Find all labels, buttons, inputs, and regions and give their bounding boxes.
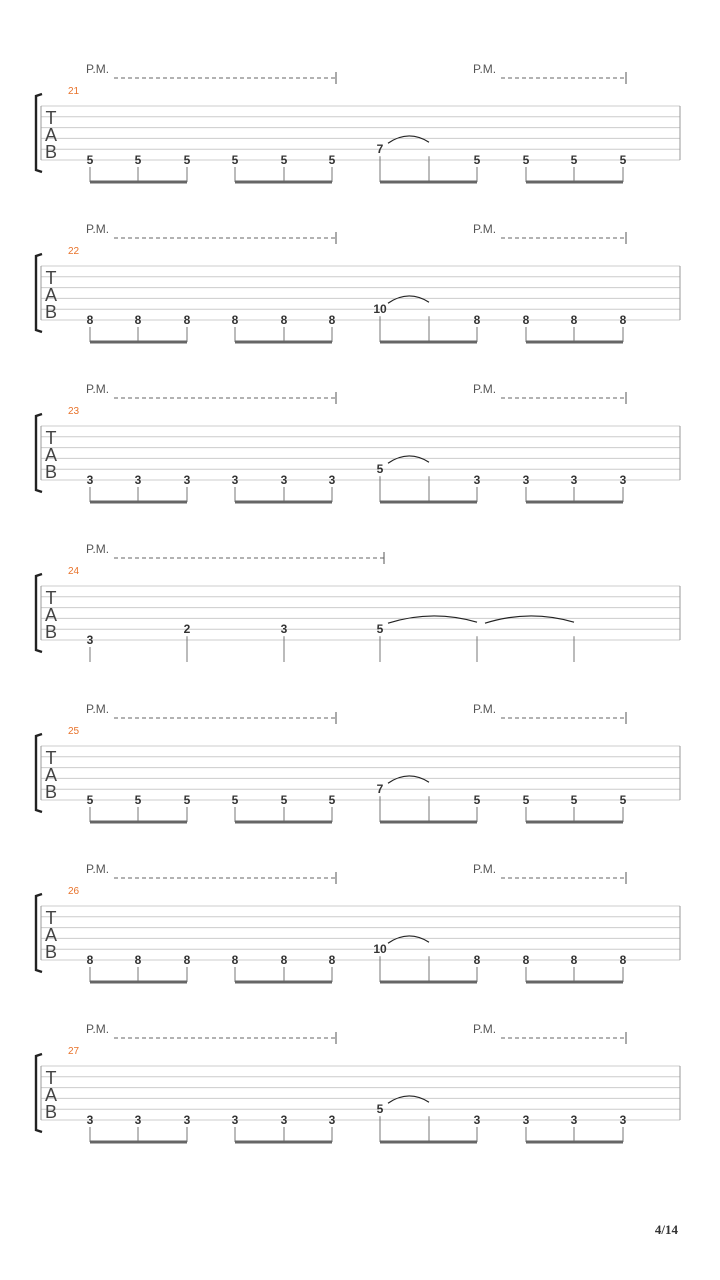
tab-system-21 — [36, 62, 680, 182]
tab-letter-a: A — [44, 605, 58, 625]
palm-mute-marker — [86, 382, 336, 404]
tab-letter-b: B — [44, 462, 58, 482]
tab-note — [571, 793, 578, 822]
tab-note — [523, 153, 530, 182]
tab-letter-b: B — [44, 302, 58, 322]
palm-mute-label: P.M. — [86, 382, 110, 396]
fret-number: 5 — [619, 793, 627, 807]
tab-note — [377, 622, 384, 662]
fret-number: 3 — [231, 1113, 239, 1127]
tab-note — [281, 793, 288, 822]
palm-mute-label: P.M. — [473, 382, 497, 396]
tab-system-24 — [36, 542, 680, 662]
tab-note — [329, 313, 336, 342]
fret-number: 3 — [134, 473, 142, 487]
fret-number: 5 — [522, 153, 530, 167]
tab-note — [135, 1113, 142, 1142]
fret-number: 5 — [376, 622, 384, 637]
fret-number: 5 — [473, 793, 481, 807]
tab-note — [620, 953, 627, 982]
tab-letter-t: T — [45, 908, 57, 928]
tab-letter-b: B — [44, 622, 58, 642]
palm-mute-label: P.M. — [86, 862, 110, 876]
tab-note — [620, 473, 627, 502]
tie-arc — [388, 616, 477, 623]
tab-system-27 — [36, 1022, 680, 1142]
fret-number: 3 — [86, 633, 94, 647]
fret-number: 5 — [473, 153, 481, 167]
palm-mute-marker — [86, 702, 336, 724]
tab-note — [87, 953, 94, 982]
fret-number: 3 — [86, 1113, 94, 1127]
tab-note — [184, 473, 191, 502]
fret-number: 8 — [522, 953, 530, 967]
fret-number: 5 — [328, 153, 336, 167]
tab-note — [87, 313, 94, 342]
tab-note — [232, 473, 239, 502]
tie-arc — [388, 136, 429, 143]
fret-number: 8 — [619, 313, 627, 327]
palm-mute-label: P.M. — [473, 702, 497, 716]
fret-number: 5 — [134, 153, 142, 167]
tab-note — [87, 1113, 94, 1142]
measure-number: 24 — [68, 566, 80, 577]
fret-number: 7 — [376, 142, 384, 157]
tab-note — [474, 1113, 481, 1142]
tab-note — [523, 1113, 530, 1142]
measure-number: 21 — [68, 86, 80, 97]
tab-letter-t: T — [45, 1068, 57, 1088]
tab-letter-t: T — [45, 428, 57, 448]
palm-mute-marker — [473, 382, 626, 404]
tab-note — [135, 793, 142, 822]
palm-mute-label: P.M. — [86, 702, 110, 716]
tab-note — [184, 622, 191, 662]
fret-number: 10 — [373, 302, 387, 317]
tab-system-23 — [36, 382, 680, 502]
tie-arc — [388, 936, 429, 943]
measure-number: 23 — [68, 406, 80, 417]
measure-number: 27 — [68, 1046, 80, 1057]
tab-note — [377, 142, 384, 182]
palm-mute-label: P.M. — [86, 542, 110, 556]
fret-number: 3 — [619, 1113, 627, 1127]
tab-note — [281, 622, 288, 662]
tie-arc — [388, 296, 429, 303]
tab-letter-b: B — [44, 942, 58, 962]
tab-note — [373, 942, 387, 982]
fret-number: 5 — [619, 153, 627, 167]
tab-note — [232, 1113, 239, 1142]
palm-mute-label: P.M. — [86, 222, 110, 236]
palm-mute-label: P.M. — [86, 62, 110, 76]
palm-mute-label: P.M. — [473, 62, 497, 76]
fret-number: 8 — [473, 953, 481, 967]
tab-note — [571, 953, 578, 982]
tab-note — [232, 313, 239, 342]
palm-mute-marker — [473, 222, 626, 244]
palm-mute-marker — [473, 1022, 626, 1044]
fret-number: 2 — [183, 622, 191, 637]
measure-number: 26 — [68, 886, 80, 897]
tab-note — [281, 953, 288, 982]
tab-letter-a: A — [44, 445, 58, 465]
tab-letter-b: B — [44, 1102, 58, 1122]
tab-note — [87, 153, 94, 182]
tab-note — [87, 633, 94, 662]
palm-mute-marker — [86, 62, 336, 84]
tab-letter-a: A — [44, 285, 58, 305]
fret-number: 8 — [134, 953, 142, 967]
tab-note — [281, 313, 288, 342]
palm-mute-marker — [86, 222, 336, 244]
fret-number: 5 — [86, 153, 94, 167]
tab-letter-t: T — [45, 268, 57, 288]
tab-note — [474, 313, 481, 342]
tab-letter-b: B — [44, 782, 58, 802]
tab-note — [571, 1113, 578, 1142]
measure-number: 25 — [68, 726, 80, 737]
palm-mute-marker — [86, 862, 336, 884]
fret-number: 8 — [328, 313, 336, 327]
fret-number: 5 — [280, 153, 288, 167]
tab-note — [281, 473, 288, 502]
fret-number: 7 — [376, 782, 384, 797]
palm-mute-label: P.M. — [473, 222, 497, 236]
tab-system-25 — [36, 702, 680, 822]
fret-number: 5 — [376, 462, 384, 477]
palm-mute-label: P.M. — [473, 1022, 497, 1036]
tab-note — [474, 953, 481, 982]
fret-number: 3 — [86, 473, 94, 487]
fret-number: 3 — [183, 1113, 191, 1127]
palm-mute-marker — [473, 62, 626, 84]
palm-mute-label: P.M. — [473, 862, 497, 876]
tab-note — [620, 313, 627, 342]
tab-note — [184, 1113, 191, 1142]
tab-note — [135, 473, 142, 502]
tab-note — [523, 953, 530, 982]
fret-number: 8 — [570, 313, 578, 327]
fret-number: 3 — [280, 1113, 288, 1127]
fret-number: 3 — [280, 622, 288, 637]
fret-number: 8 — [280, 953, 288, 967]
fret-number: 5 — [570, 153, 578, 167]
tab-note — [620, 793, 627, 822]
fret-number: 8 — [280, 313, 288, 327]
fret-number: 3 — [231, 473, 239, 487]
tab-system-22 — [36, 222, 680, 342]
fret-number: 3 — [473, 1113, 481, 1127]
fret-number: 5 — [134, 793, 142, 807]
tab-note — [620, 153, 627, 182]
tab-note — [571, 473, 578, 502]
fret-number: 8 — [570, 953, 578, 967]
fret-number: 3 — [328, 1113, 336, 1127]
fret-number: 5 — [86, 793, 94, 807]
fret-number: 8 — [134, 313, 142, 327]
tab-note — [377, 1102, 384, 1142]
measure-number: 22 — [68, 246, 80, 257]
fret-number: 8 — [86, 313, 94, 327]
tab-letter-a: A — [44, 1085, 58, 1105]
palm-mute-marker — [473, 702, 626, 724]
tab-note — [232, 793, 239, 822]
tab-letter-b: B — [44, 142, 58, 162]
fret-number: 5 — [183, 793, 191, 807]
tab-note — [184, 953, 191, 982]
fret-number: 10 — [373, 942, 387, 957]
tab-note — [329, 1113, 336, 1142]
tab-note — [232, 953, 239, 982]
palm-mute-marker — [86, 1022, 336, 1044]
tab-note — [281, 1113, 288, 1142]
tab-note — [377, 782, 384, 822]
fret-number: 5 — [522, 793, 530, 807]
fret-number: 5 — [231, 153, 239, 167]
tie-arc — [388, 1096, 429, 1103]
tab-note — [184, 313, 191, 342]
fret-number: 8 — [619, 953, 627, 967]
tab-note — [281, 153, 288, 182]
fret-number: 8 — [183, 953, 191, 967]
tie-arc — [388, 456, 429, 463]
tab-letter-a: A — [44, 125, 58, 145]
tab-note — [329, 473, 336, 502]
tab-note — [184, 793, 191, 822]
tab-note — [523, 473, 530, 502]
tab-letter-t: T — [45, 588, 57, 608]
fret-number: 8 — [231, 953, 239, 967]
fret-number: 3 — [522, 473, 530, 487]
fret-number: 8 — [473, 313, 481, 327]
tab-note — [135, 313, 142, 342]
fret-number: 3 — [522, 1113, 530, 1127]
tab-note — [523, 793, 530, 822]
tab-letter-t: T — [45, 108, 57, 128]
fret-number: 3 — [570, 473, 578, 487]
tab-note — [523, 313, 530, 342]
tab-note — [377, 462, 384, 502]
fret-number: 8 — [328, 953, 336, 967]
tab-letter-a: A — [44, 765, 58, 785]
tab-note — [329, 953, 336, 982]
tab-note — [329, 793, 336, 822]
fret-number: 3 — [570, 1113, 578, 1127]
fret-number: 3 — [328, 473, 336, 487]
tab-note — [620, 1113, 627, 1142]
fret-number: 5 — [183, 153, 191, 167]
fret-number: 5 — [328, 793, 336, 807]
fret-number: 8 — [86, 953, 94, 967]
tab-note — [373, 302, 387, 342]
palm-mute-marker — [86, 542, 384, 564]
page-number: 4/14 — [654, 1222, 678, 1237]
fret-number: 8 — [231, 313, 239, 327]
palm-mute-label: P.M. — [86, 1022, 110, 1036]
fret-number: 3 — [619, 473, 627, 487]
tab-letter-a: A — [44, 925, 58, 945]
tab-note — [135, 953, 142, 982]
tab-note — [329, 153, 336, 182]
tie-arc — [485, 616, 574, 623]
palm-mute-marker — [473, 862, 626, 884]
tab-note — [474, 793, 481, 822]
tab-letter-t: T — [45, 748, 57, 768]
fret-number: 3 — [280, 473, 288, 487]
tab-note — [474, 153, 481, 182]
tab-note — [135, 153, 142, 182]
tie-arc — [388, 776, 429, 783]
tab-note — [571, 313, 578, 342]
fret-number: 5 — [280, 793, 288, 807]
tab-note — [571, 153, 578, 182]
fret-number: 3 — [134, 1113, 142, 1127]
fret-number: 5 — [231, 793, 239, 807]
fret-number: 8 — [522, 313, 530, 327]
fret-number: 8 — [183, 313, 191, 327]
fret-number: 5 — [376, 1102, 384, 1117]
fret-number: 3 — [183, 473, 191, 487]
fret-number: 5 — [570, 793, 578, 807]
tab-note — [87, 793, 94, 822]
fret-number: 3 — [473, 473, 481, 487]
tab-system-26 — [36, 862, 680, 982]
tab-note — [474, 473, 481, 502]
tab-note — [184, 153, 191, 182]
tab-note — [87, 473, 94, 502]
tab-note — [232, 153, 239, 182]
